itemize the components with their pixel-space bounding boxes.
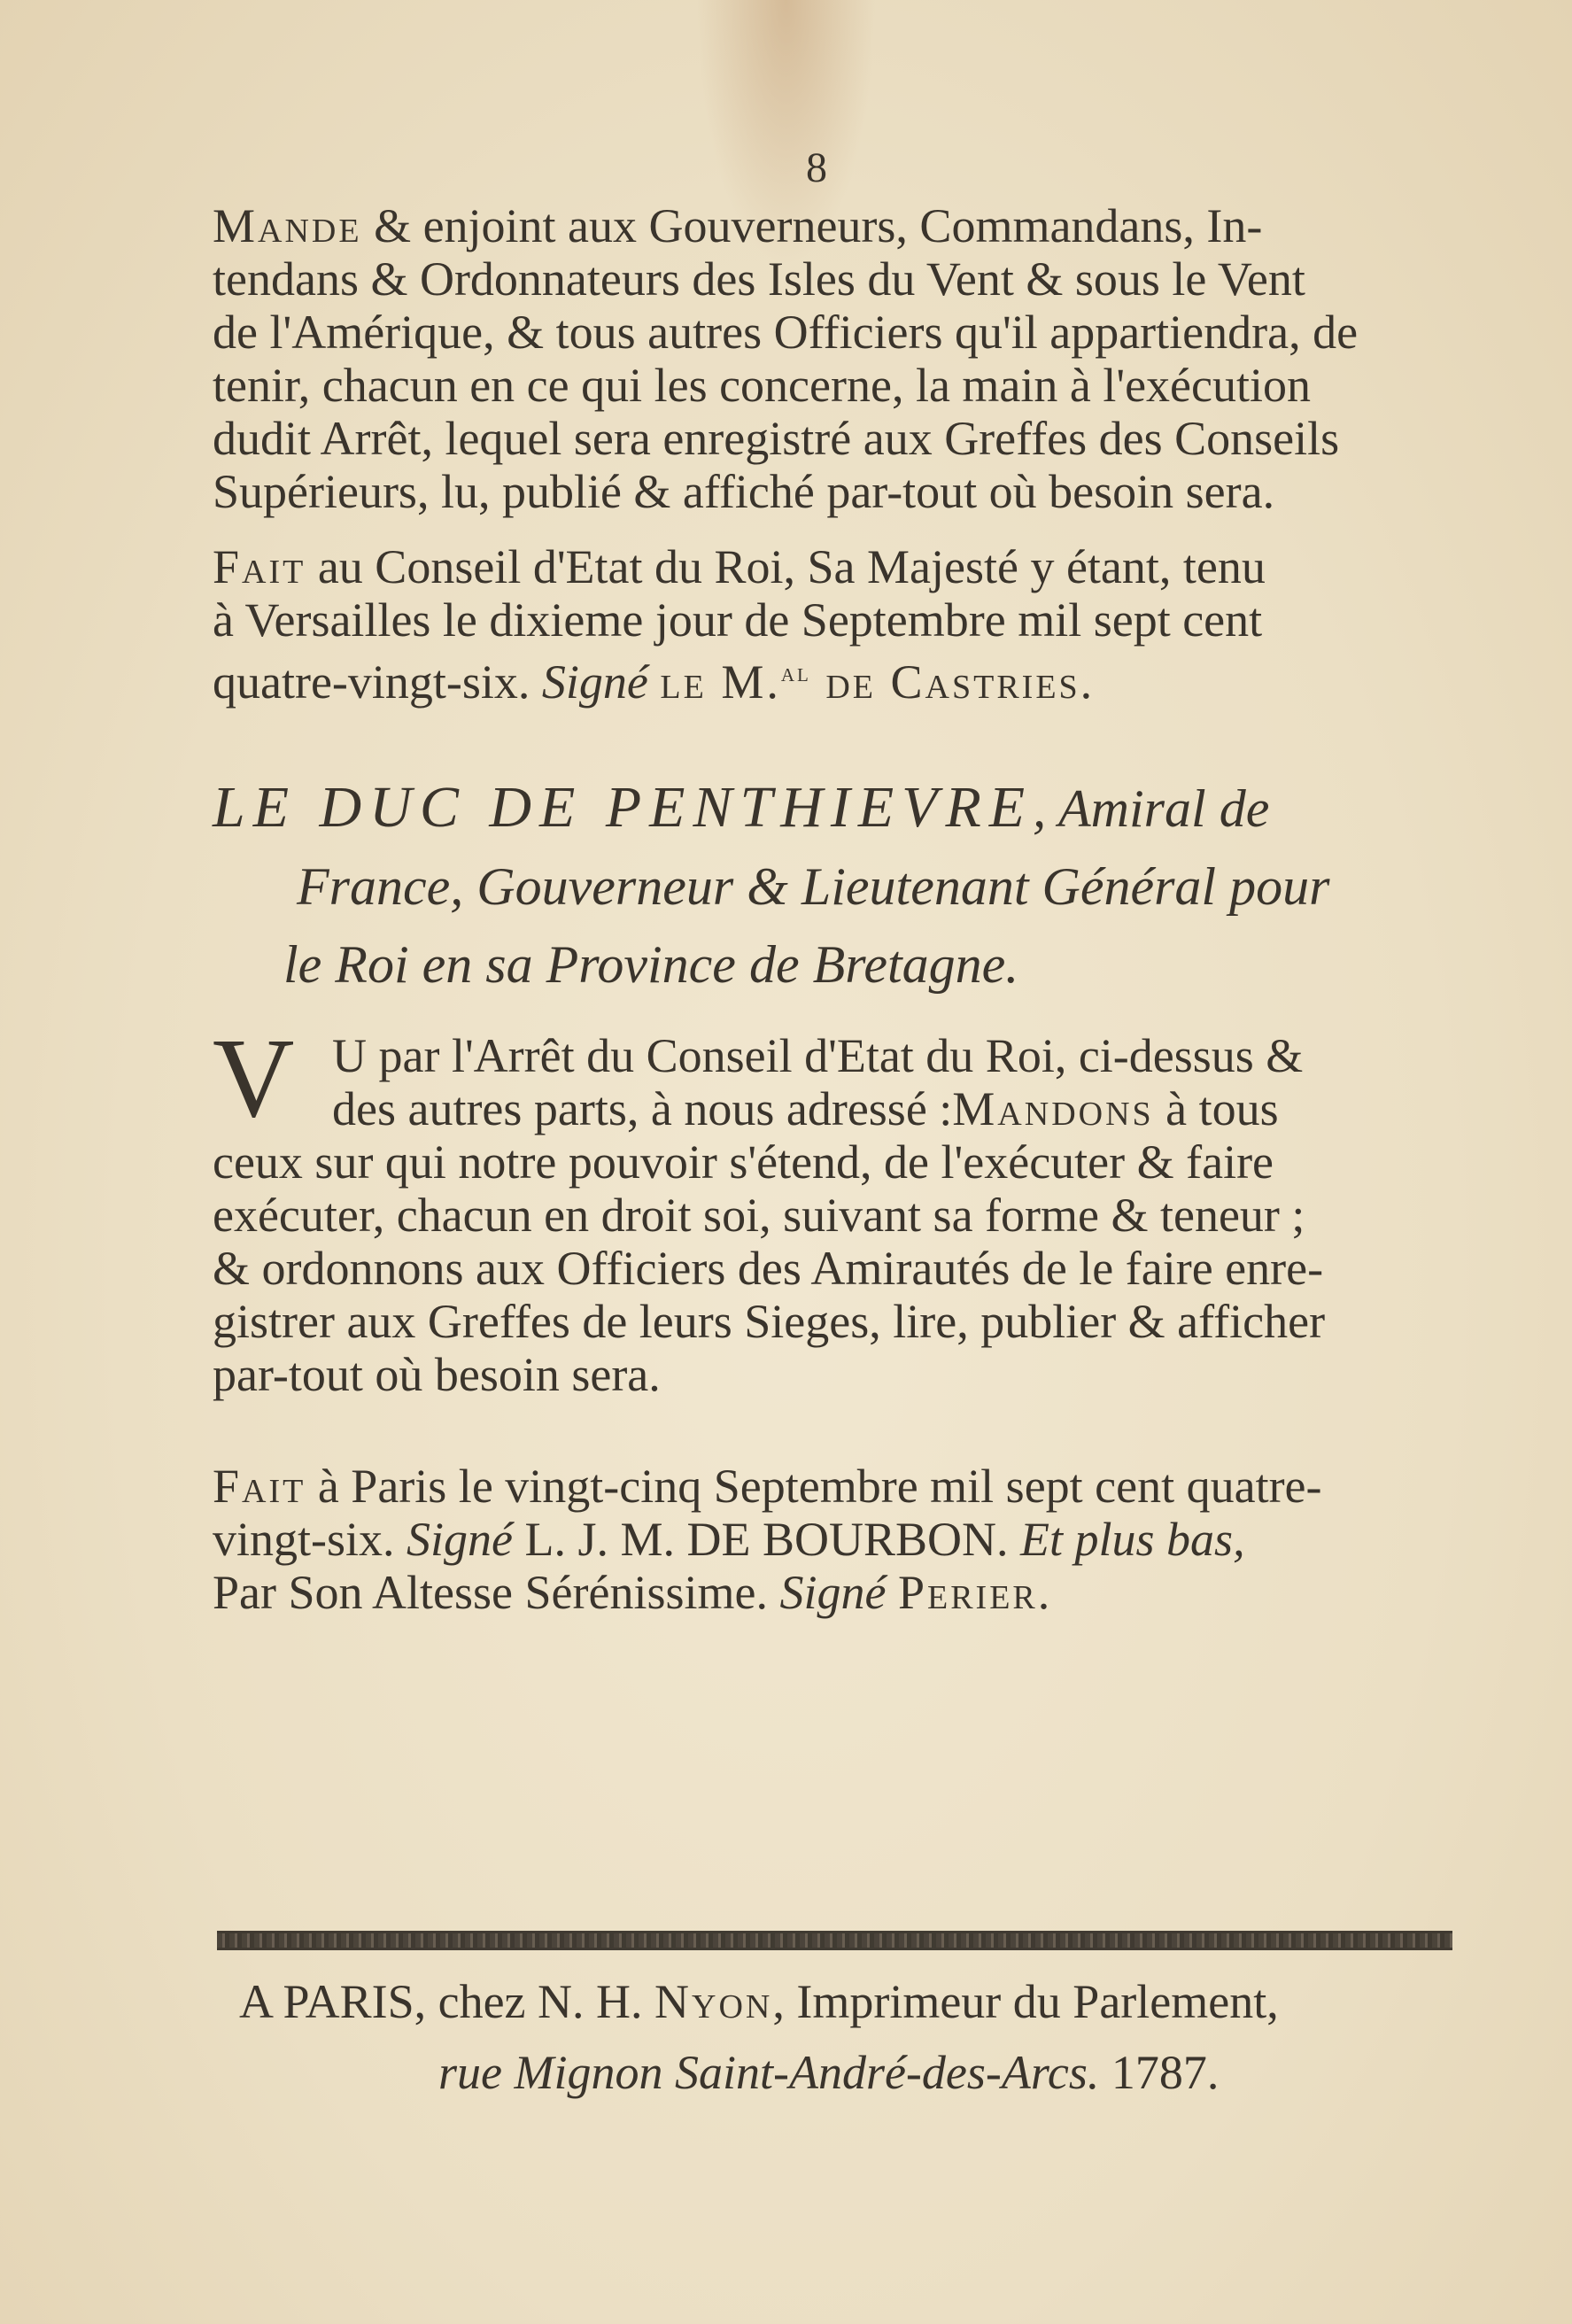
lead-word: Fait [213, 1460, 306, 1513]
text-line: Supérieurs, lu, publié & affiché par-tout où besoin sera. [213, 465, 1275, 518]
text-line: & ordonnons aux Officiers des Amirautés de le faire enre- [213, 1242, 1324, 1295]
text-line: des autres parts, à nous adressé :Mandons à tous [332, 1082, 1279, 1135]
text-line: tenir, chacun en ce qui les concerne, la main à l'exécution [213, 359, 1311, 412]
text-line: ceux sur qui notre pouvoir s'étend, de l'exécuter & faire [213, 1135, 1274, 1189]
heading-line: le Roi en sa Province de Bretagne. [283, 935, 1019, 994]
text-line: quatre-vingt-six. Signé le M.$^{al}$ de Castries. [213, 655, 1096, 709]
heading-line: LE DUC DE PENTHIEVRE, Amiral de [213, 775, 1270, 840]
text-line: Fait à Paris le vingt-cinq Septembre mil sept cent quatre- [213, 1460, 1322, 1513]
text-line: de l'Amérique, & tous autres Officiers qu'il appartiendra, de [213, 306, 1359, 359]
paragraph-mande [213, 199, 1457, 518]
text-line: exécuter, chacun en droit soi, suivant sa forme & teneur ; [213, 1189, 1305, 1242]
text-line: tendans & Ordonnateurs des Isles du Vent & sous le Vent [213, 252, 1305, 306]
text-line: à Versailles le dixieme jour de Septembre mil sept cent [213, 593, 1263, 647]
printer-imprint [239, 1966, 1470, 2108]
drop-cap: V [213, 1015, 295, 1141]
text-line: Mande & enjoint aux Gouverneurs, Commandans, In- [213, 199, 1263, 252]
heading-line: France, Gouverneur & Lieutenant Général pour [297, 857, 1330, 916]
imprint-line: A PARIS, chez N. H. Nyon, Imprimeur du Parlement, [239, 1975, 1279, 2028]
paragraph-vu [213, 1029, 1457, 1401]
text-line: par-tout où besoin sera. [213, 1348, 661, 1401]
paragraph-fait-paris [213, 1460, 1457, 1619]
text-line: vingt-six. Signé L. J. M. DE BOURBON. Et plus bas, [213, 1513, 1245, 1566]
imprint-line: rue Mignon Saint-André-des-Arcs. 1787. [438, 2046, 1220, 2099]
page-number: 8 [806, 144, 827, 191]
paragraph-fait-versailles [213, 540, 1457, 709]
text-line: Fait au Conseil d'Etat du Roi, Sa Majesté y étant, tenu [213, 540, 1266, 593]
text-line: dudit Arrêt, lequel sera enregistré aux Greffes des Conseils [213, 412, 1340, 465]
lead-word: Fait [213, 540, 306, 593]
text-line: Par Son Altesse Sérénissime. Signé Perier. [213, 1566, 1053, 1619]
text-line: U par l'Arrêt du Conseil d'Etat du Roi, ci-dessus & [332, 1029, 1304, 1082]
lead-word: Mande [213, 199, 362, 252]
text-line: gistrer aux Greffes de leurs Sieges, lire, publier & afficher [213, 1295, 1326, 1348]
signatory-castries: le M.$^{al}$ de Castries. [660, 655, 1096, 709]
ornamental-rule [217, 1931, 1452, 1950]
heading-duc-de-penthievre [213, 769, 1457, 1003]
